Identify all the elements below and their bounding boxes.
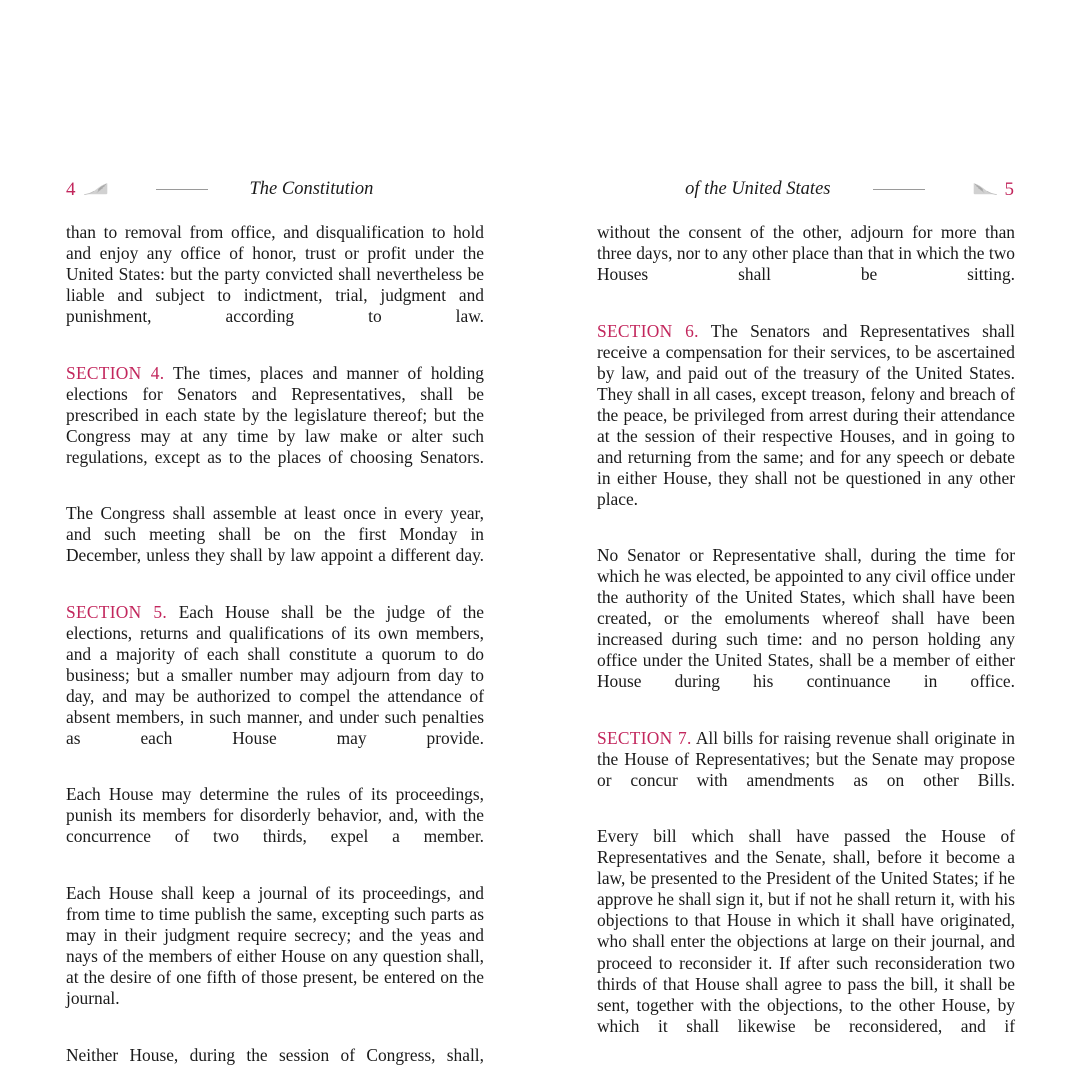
paragraph <box>597 321 1015 531</box>
section-heading-text: SECTION 5. <box>66 601 168 622</box>
paragraph <box>66 503 484 587</box>
leaf-flourish-icon <box>83 181 109 197</box>
section-heading <box>597 728 692 748</box>
paragraph-text: without the consent of the other, adjourn for more than three days, nor to any other place than that in which the two Houses shall be sitting. <box>597 222 1015 285</box>
running-head-right <box>596 176 1014 202</box>
page-number-left: 4 <box>66 178 76 200</box>
paragraph-text: than to removal from office, and disqualification to hold and enjoy any office of honor, trust or profit under the United States: but the party convicted shall nevertheless be liable and subject to indictment, trial, judgment and punishment, according to law. <box>66 222 484 327</box>
section-heading-text: SECTION 6. <box>597 320 699 341</box>
running-title-right: of the United States <box>685 178 831 199</box>
paragraph-text: Neither House, during the session of Congress, shall, <box>66 1044 484 1065</box>
paragraph <box>66 602 484 770</box>
paragraph-text: Each House shall keep a journal of its proceedings, and from time to time publish the same, excepting such parts as may in their judgment require secrecy; and the yeas and nays of the members of either House on any question shall, at the desire of one fifth of those present, be entered on the journal. <box>66 882 484 1009</box>
section-heading <box>597 321 699 341</box>
paragraph <box>66 363 484 489</box>
section-heading <box>66 363 164 383</box>
paragraph-text: The Senators and Representatives shall receive a compensation for their services, to be ascertained by law, and paid out of the treasury of the United States. They shall in all cases, except treason, felony and breach of the peace, be privileged from arrest during their attendance at the session of their respective Houses, and in going to and returning from the same; and for any speech or debate in either House, they shall not be questioned in any other place. <box>597 320 1015 509</box>
paragraph <box>66 222 484 348</box>
paragraph-text: No Senator or Representative shall, during the time for which he was elected, be appointed to any civil office under the authority of the United States, which shall have been created, or the emoluments whereof shall have been increased during such time: and no person holding any office under the United States, shall be a member of either House during his continuance in office. <box>597 545 1015 692</box>
paragraph <box>597 826 1015 1057</box>
paragraph-text: Each House may determine the rules of its proceedings, punish its members for disorderly behavior, and, with the concurrence of two thirds, expel a member. <box>66 784 484 847</box>
paragraph <box>597 728 1015 812</box>
paragraph <box>597 222 1015 306</box>
paragraph <box>597 545 1015 713</box>
paragraph-text: The Congress shall assemble at least once in every year, and such meeting shall be on the first Monday in December, unless they shall by law appoint a different day. <box>66 503 484 566</box>
paragraph-text: Every bill which shall have passed the House of Representatives and the Senate, shall, before it become a law, be presented to the President of the United States; if he approve he shall sign it, but if not he shall return it, with his objections to that House in which it shall have originated, who shall enter the objections at large on their journal, and proceed to reconsider it. If after such reconsideration two thirds of that House shall agree to pass the bill, it shall be sent, together with the objections, to the other House, by which it shall likewise be reconsidered, and if <box>597 826 1015 1036</box>
section-heading-text: SECTION 4. <box>66 362 165 383</box>
paragraph-text: The times, places and manner of holding elections for Senators and Representatives, shall be prescribed in each state by the legislature thereof; but the Congress may at any time by law make or alter such regulations, except as to the places of choosing Senators. <box>66 362 484 467</box>
running-head-left <box>66 176 484 202</box>
page-number-right: 5 <box>1004 178 1014 200</box>
text-column-right <box>597 222 1015 1058</box>
paragraph <box>66 784 484 868</box>
section-heading-text: SECTION 7. <box>597 727 692 748</box>
section-heading <box>66 602 167 622</box>
paragraph-text: All bills for raising revenue shall originate in the House of Representatives; but the Senate may propose or concur with amendments as on other Bills. <box>597 727 1015 790</box>
leaf-flourish-icon <box>972 181 998 197</box>
paragraph-text: Each House shall be the judge of the elections, returns and qualifications of its own members, and a majority of each shall constitute a quorum to do business; but a smaller number may adjourn from day to day, and may be authorized to compel the attendance of absent members, in such manner, and under such penalties as each House may provide. <box>66 601 484 748</box>
paragraph <box>66 1045 484 1087</box>
header-rule-left <box>156 189 208 190</box>
text-column-left <box>66 222 484 1087</box>
running-title-left: The Constitution <box>249 178 374 199</box>
header-rule-right <box>873 189 925 190</box>
paragraph <box>66 883 484 1030</box>
